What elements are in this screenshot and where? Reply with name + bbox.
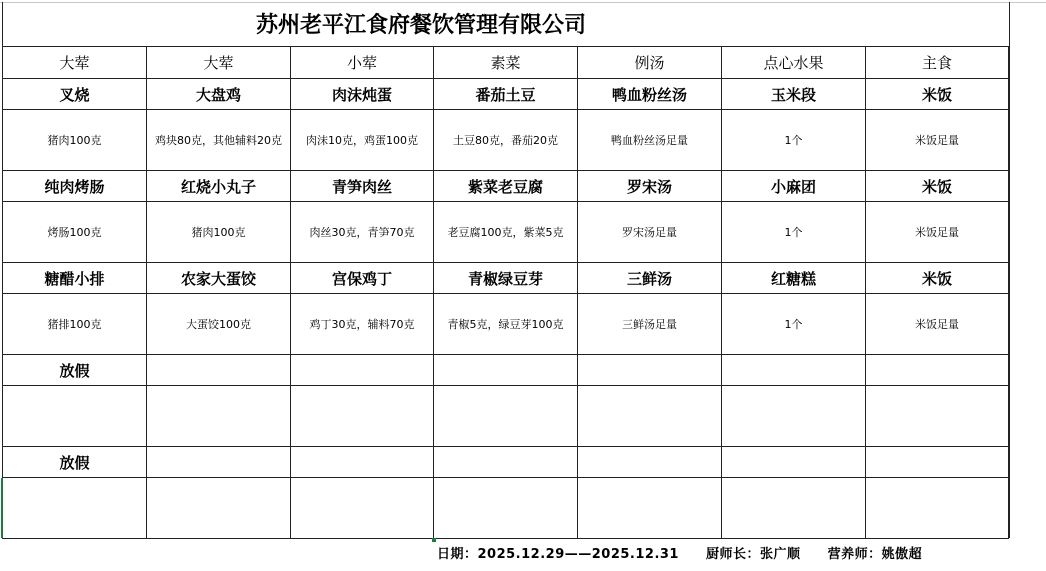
date-text: 日期：2025.12.29——2025.12.31 (437, 547, 679, 562)
dish-row (3, 171, 1009, 202)
dish-row (3, 447, 1009, 478)
dish-cell[interactable] (147, 355, 291, 386)
sheet-top-border (0, 2, 1046, 3)
nutritionist-text: 营养师：姚傲超 (827, 547, 923, 562)
dish-cell[interactable] (722, 447, 866, 478)
header-cell[interactable]: 小荤 (291, 47, 434, 79)
dish-row (3, 263, 1009, 294)
dish-cell[interactable]: 糖醋小排 (3, 263, 147, 294)
detail-cell[interactable]: 罗宋汤足量 (578, 202, 722, 263)
detail-cell[interactable]: 青椒5克，绿豆芽100克 (434, 294, 578, 355)
dish-cell[interactable]: 米饭 (866, 79, 1009, 110)
detail-cell[interactable] (147, 478, 291, 539)
detail-cell[interactable] (434, 386, 578, 447)
dish-cell[interactable]: 青笋肉丝 (291, 171, 434, 202)
dish-cell[interactable]: 番茄土豆 (434, 79, 578, 110)
dish-cell[interactable] (722, 355, 866, 386)
dish-cell[interactable]: 青椒绿豆芽 (434, 263, 578, 294)
detail-cell[interactable] (866, 478, 1009, 539)
detail-cell[interactable]: 米饭足量 (866, 294, 1009, 355)
header-cell[interactable]: 主食 (866, 47, 1009, 79)
detail-cell[interactable] (291, 478, 434, 539)
footer-row (437, 543, 944, 562)
detail-cell[interactable]: 三鲜汤足量 (578, 294, 722, 355)
dish-cell[interactable]: 紫菜老豆腐 (434, 171, 578, 202)
detail-cell[interactable] (866, 386, 1009, 447)
dish-cell[interactable] (291, 447, 434, 478)
detail-cell[interactable]: 鸭血粉丝汤足量 (578, 110, 722, 171)
dish-cell[interactable]: 三鲜汤 (578, 263, 722, 294)
detail-cell[interactable]: 猪肉100克 (3, 110, 147, 171)
detail-cell[interactable]: 鸡丁30克，辅料70克 (291, 294, 434, 355)
dish-cell[interactable]: 红糖糕 (722, 263, 866, 294)
dish-cell[interactable]: 叉烧 (3, 79, 147, 110)
detail-cell[interactable] (722, 386, 866, 447)
dish-cell[interactable]: 鸭血粉丝汤 (578, 79, 722, 110)
detail-cell[interactable]: 1个 (722, 202, 866, 263)
dish-cell[interactable] (147, 447, 291, 478)
dish-cell[interactable]: 宫保鸡丁 (291, 263, 434, 294)
detail-cell[interactable] (291, 386, 434, 447)
dish-cell[interactable] (291, 355, 434, 386)
dish-cell[interactable]: 米饭 (866, 263, 1009, 294)
header-cell[interactable]: 点心水果 (722, 47, 866, 79)
menu-table (2, 46, 1009, 539)
detail-row (3, 386, 1009, 447)
detail-cell[interactable]: 1个 (722, 294, 866, 355)
detail-cell[interactable]: 肉丝30克，青笋70克 (291, 202, 434, 263)
dish-cell[interactable]: 米饭 (866, 171, 1009, 202)
detail-cell[interactable]: 大蛋饺100克 (147, 294, 291, 355)
dish-cell[interactable]: 纯肉烤肠 (3, 171, 147, 202)
dish-cell[interactable]: 放假 (3, 447, 147, 478)
dish-cell[interactable]: 农家大蛋饺 (147, 263, 291, 294)
detail-row (3, 478, 1009, 539)
dish-cell[interactable] (578, 355, 722, 386)
header-cell[interactable]: 大荤 (3, 47, 147, 79)
detail-cell[interactable]: 鸡块80克，其他辅料20克 (147, 110, 291, 171)
detail-cell[interactable] (147, 386, 291, 447)
detail-cell[interactable]: 土豆80克，番茄20克 (434, 110, 578, 171)
detail-cell[interactable]: 米饭足量 (866, 110, 1009, 171)
active-cell-marker (1, 478, 3, 538)
dish-cell[interactable] (866, 447, 1009, 478)
dish-cell[interactable] (434, 355, 578, 386)
dish-row (3, 355, 1009, 386)
dish-row (3, 79, 1009, 110)
detail-cell[interactable]: 猪肉100克 (147, 202, 291, 263)
dish-cell[interactable] (434, 447, 578, 478)
fill-handle[interactable] (432, 538, 436, 542)
dish-cell[interactable]: 大盘鸡 (147, 79, 291, 110)
header-cell[interactable]: 大荤 (147, 47, 291, 79)
detail-cell[interactable]: 1个 (722, 110, 866, 171)
detail-cell[interactable] (434, 478, 578, 539)
dish-cell[interactable] (866, 355, 1009, 386)
dish-cell[interactable]: 罗宋汤 (578, 171, 722, 202)
dish-cell[interactable]: 红烧小丸子 (147, 171, 291, 202)
dish-cell[interactable]: 放假 (3, 355, 147, 386)
title-cell[interactable] (2, 4, 1008, 46)
sheet-right-border (1009, 2, 1010, 538)
detail-cell[interactable] (578, 386, 722, 447)
detail-cell[interactable]: 老豆腐100克，紫菜5克 (434, 202, 578, 263)
dish-cell[interactable]: 玉米段 (722, 79, 866, 110)
chef-text: 厨师长：张广顺 (706, 547, 801, 562)
detail-cell[interactable] (578, 478, 722, 539)
header-row (3, 47, 1009, 79)
dish-cell[interactable]: 小麻团 (722, 171, 866, 202)
detail-row (3, 202, 1009, 263)
header-cell[interactable]: 例汤 (578, 47, 722, 79)
detail-cell[interactable]: 猪排100克 (3, 294, 147, 355)
detail-cell[interactable]: 肉沫10克，鸡蛋100克 (291, 110, 434, 171)
company-title: 苏州老平江食府餐饮管理有限公司 (256, 12, 587, 38)
detail-cell[interactable] (722, 478, 866, 539)
detail-cell[interactable]: 烤肠100克 (3, 202, 147, 263)
header-cell[interactable]: 素菜 (434, 47, 578, 79)
detail-cell[interactable] (3, 478, 147, 539)
dish-cell[interactable] (578, 447, 722, 478)
detail-row (3, 294, 1009, 355)
detail-cell[interactable] (3, 386, 147, 447)
dish-cell[interactable]: 肉沫炖蛋 (291, 79, 434, 110)
detail-row (3, 110, 1009, 171)
detail-cell[interactable]: 米饭足量 (866, 202, 1009, 263)
